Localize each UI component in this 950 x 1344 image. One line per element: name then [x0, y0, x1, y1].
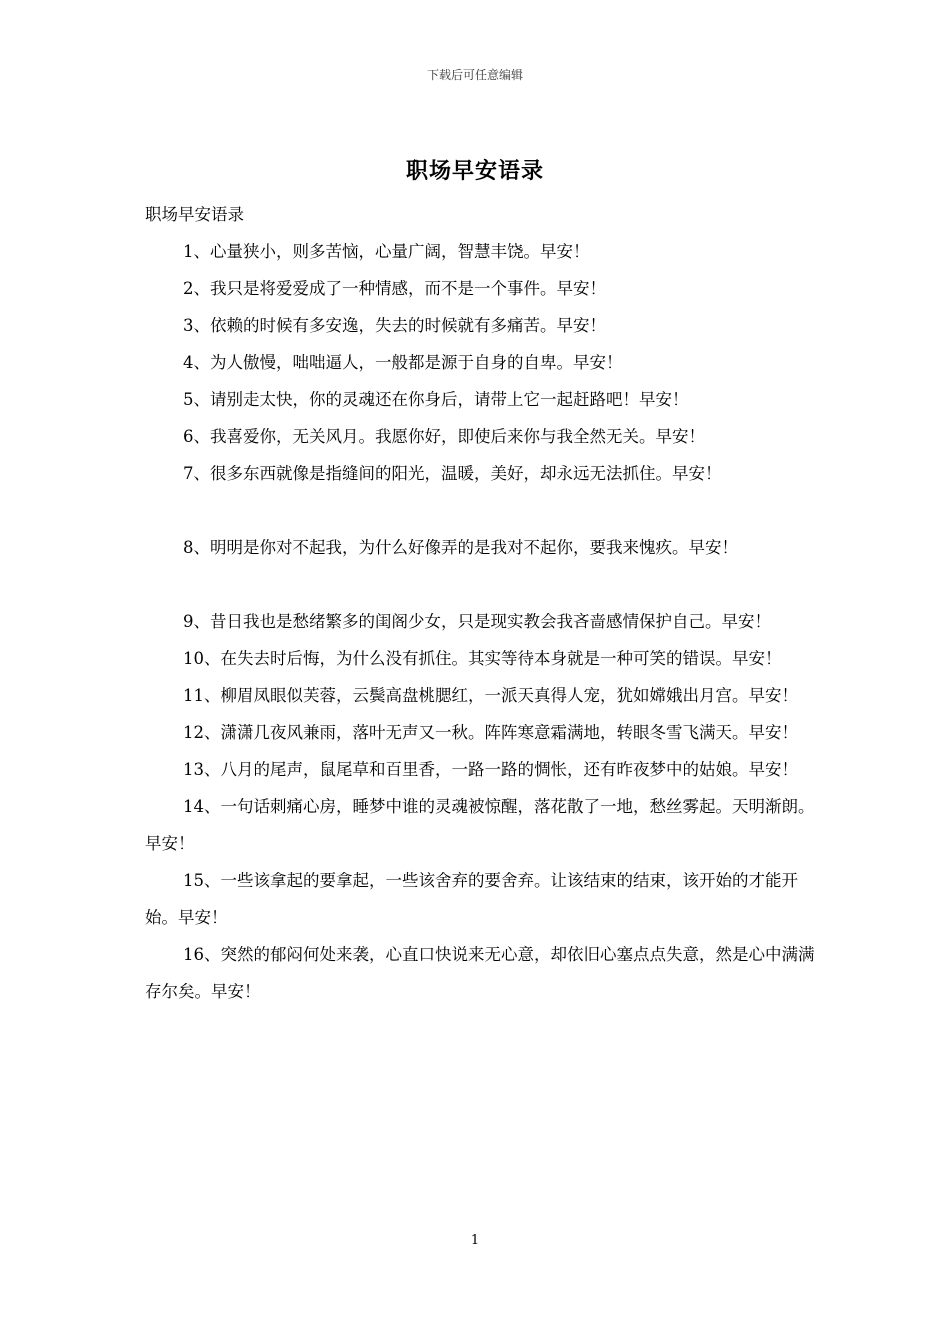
quote-paragraph: 5、请别走太快，你的灵魂还在你身后，请带上它一起赶路吧！早安！ [183, 390, 689, 409]
document-body [145, 196, 825, 1010]
quote-paragraph: 13、八月的尾声，鼠尾草和百里香，一路一路的惆怅，还有昨夜梦中的姑娘。早安！ [183, 760, 798, 779]
document-subtitle: 职场早安语录 [145, 205, 244, 224]
quote-paragraph: 14、一句话刺痛心房，睡梦中谁的灵魂被惊醒，落花散了一地，愁丝雾起。天明渐朗。早安！ [145, 797, 815, 853]
quote-paragraph: 4、为人傲慢，咄咄逼人，一般都是源于自身的自卑。早安！ [183, 353, 623, 372]
page-number: 1 [470, 1233, 480, 1248]
quote-paragraph: 16、突然的郁闷何处来袭，心直口快说来无心意，却依旧心塞点点失意，然是心中满满存尔矣。早安！ [145, 945, 815, 1001]
quote-paragraph: 9、昔日我也是愁绪繁多的闺阁少女，只是现实教会我吝啬感情保护自己。早安！ [183, 612, 771, 631]
quote-paragraph: 8、明明是你对不起我，为什么好像弄的是我对不起你，要我来愧疚。早安！ [183, 538, 738, 557]
quote-paragraph: 7、很多东西就像是指缝间的阳光，温暖，美好，却永远无法抓住。早安！ [183, 464, 722, 483]
quote-paragraph: 11、柳眉凤眼似芙蓉，云鬓高盘桃腮红，一派天真得人宠，犹如嫦娥出月宫。早安！ [183, 686, 798, 705]
quote-paragraph: 12、潇潇几夜风兼雨，落叶无声又一秋。阵阵寒意霜满地，转眼冬雪飞满天。早安！ [183, 723, 798, 742]
quote-paragraph: 15、一些该拿起的要拿起，一些该舍弃的要舍弃。让该结束的结束，该开始的才能开始。早安！ [145, 871, 798, 927]
quote-paragraph: 3、依赖的时候有多安逸，失去的时候就有多痛苦。早安！ [183, 316, 606, 335]
quote-paragraph: 2、我只是将爱爱成了一种情感，而不是一个事件。早安！ [183, 279, 606, 298]
document-title: 职场早安语录 [405, 158, 544, 184]
quote-paragraph: 1、心量狭小，则多苦恼，心量广阔，智慧丰饶。早安！ [183, 242, 590, 261]
header-note: 下载后可任意编辑 [426, 68, 523, 82]
quote-paragraph: 6、我喜爱你，无关风月。我愿你好，即使后来你与我全然无关。早安！ [183, 427, 705, 446]
quote-paragraph: 10、在失去时后悔，为什么没有抓住。其实等待本身就是一种可笑的错误。早安！ [183, 649, 782, 668]
